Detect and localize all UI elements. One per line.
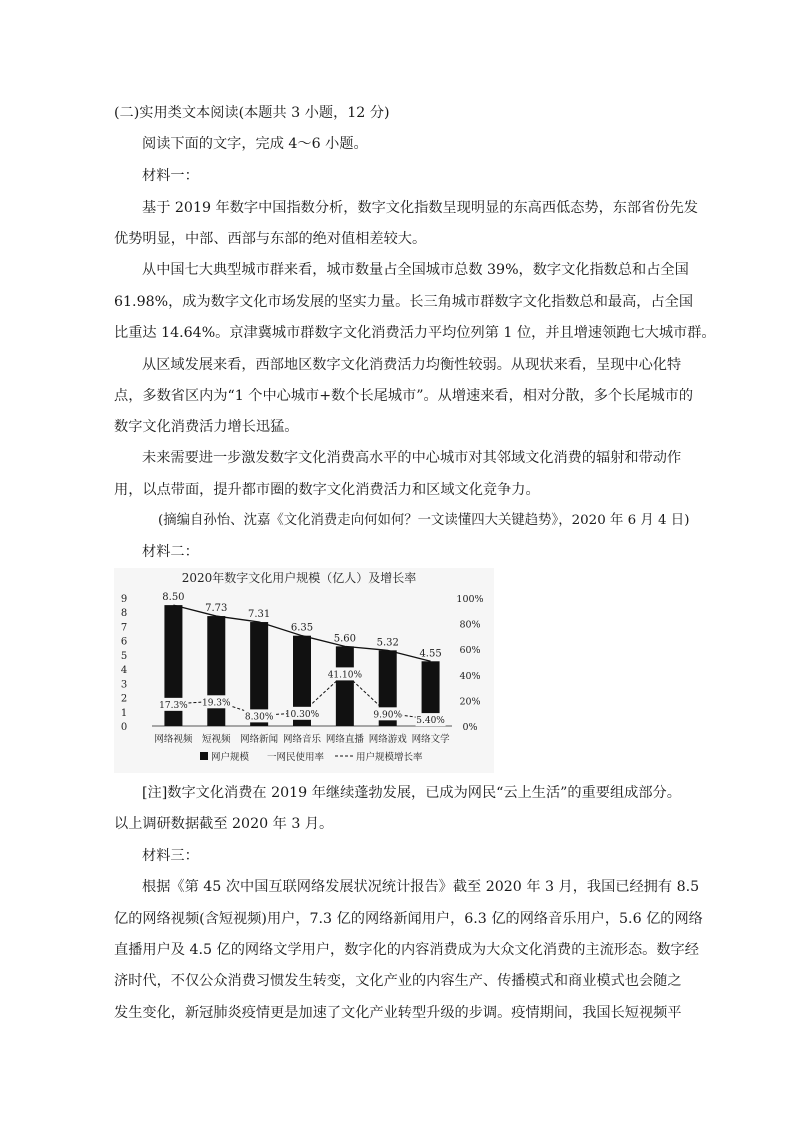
chart-title: 2020年数字文化用户规模（亿人）及增长率 <box>181 571 417 585</box>
x-category-label: 短视频 <box>202 734 231 745</box>
y-left-tick-label: 2 <box>120 693 128 705</box>
chart-svg <box>114 568 494 773</box>
y-left-tick-label: 5 <box>120 650 128 662</box>
x-category-label: 网络音乐 <box>282 734 322 745</box>
x-category-label: 网络文学 <box>411 734 450 745</box>
material3-label: 材料三： <box>142 848 199 864</box>
m1-paragraph4-line1: 未来需要进一步激发数字文化消费高水平的中心城市对其邻域文化消费的辐射和带动作 <box>142 450 682 466</box>
m2-note-line1: [注]数字文化消费在 2019 年继续蓬勃发展，已成为网民“云上生活”的重要组成部分。 <box>142 785 681 801</box>
m3-paragraph1-line4: 济时代，不仅公众消费习惯发生转变，文化产业的内容生产、传播模式和商业模式也会随之 <box>114 973 682 989</box>
material2-label: 材料二： <box>142 544 199 560</box>
y-right-tick-label: 40% <box>459 670 481 682</box>
user-scale-chart <box>114 568 494 773</box>
material1-label: 材料一： <box>142 168 199 184</box>
growth-rate-label: 41.10% <box>327 670 363 681</box>
growth-rate-label: 5.40% <box>416 716 445 727</box>
y-left-tick-label: 8 <box>120 608 128 620</box>
growth-rate-label: 10.30% <box>284 709 320 720</box>
y-right-tick-label: 60% <box>459 645 481 657</box>
growth-rate-label: 19.3% <box>201 698 231 709</box>
y-left-tick-label: 7 <box>120 622 128 634</box>
y-left-tick-label: 9 <box>120 594 128 605</box>
y-right-tick-label: 0% <box>462 722 478 733</box>
y-right-tick-label: 100% <box>456 594 484 605</box>
growth-rate-label: 17.3% <box>159 700 188 711</box>
m1-paragraph1-line1: 基于 2019 年数字中国指数分析，数字文化指数呈现明显的东高西低态势，东部省份先发 <box>142 200 698 216</box>
y-right-tick-label: 80% <box>459 619 481 631</box>
bar-短视频 <box>207 616 225 726</box>
x-category-label: 网络新闻 <box>240 734 279 745</box>
legend-usage-label: 一网民使用率 <box>267 752 325 763</box>
legend-growth-label: 用户规模增长率 <box>356 752 423 763</box>
legend-bar-swatch <box>200 752 208 760</box>
bar-value-label: 6.35 <box>290 622 314 634</box>
m1-paragraph1-line2: 优势明显，中部、西部与东部的绝对值相差较大。 <box>114 231 427 247</box>
instruction: 阅读下面的文字，完成 4～6 小题。 <box>142 136 368 152</box>
m1-paragraph3-line3: 数字文化消费活力增长迅猛。 <box>114 419 299 435</box>
bar-value-label: 5.32 <box>376 637 399 649</box>
y-left-tick-label: 1 <box>120 707 128 719</box>
m1-paragraph3-line2: 点，多数省区内为“1 个中心城市+数个长尾城市”。从增速来看，相对分散，多个长尾城市的 <box>114 388 694 404</box>
x-category-label: 网络游戏 <box>368 734 407 745</box>
m1-paragraph2-line3: 比重达 14.64%。京津冀城市群数字文化消费活力平均位列第 1 位，并且增速领跑七大城市群。 <box>114 325 716 341</box>
bar-value-label: 7.31 <box>248 609 271 621</box>
bar-value-label: 5.60 <box>333 633 356 645</box>
growth-rate-label: 8.30% <box>244 712 274 723</box>
m1-source-citation: (摘编自孙怡、沈嘉《文化消费走向何如何？一文读懂四大关键趋势》，2020 年 6 月 4 日) <box>158 513 690 528</box>
m3-paragraph1-line5: 发生变化，新冠肺炎疫情更是加速了文化产业转型升级的步调。疫情期间，我国长短视频平 <box>114 1005 682 1021</box>
bar-value-label: 4.55 <box>419 648 442 660</box>
bar-value-label: 8.50 <box>162 592 185 604</box>
m3-paragraph1-line2: 亿的网络视频(含短视频)用户，7.3 亿的网络新闻用户，6.3 亿的网络音乐用户，5.6 亿的网络 <box>114 911 703 927</box>
x-category-label: 网络视频 <box>154 734 193 745</box>
y-left-tick-label: 4 <box>120 665 128 677</box>
m2-note-line2: 以上调研数据截至 2020 年 3 月。 <box>114 816 334 832</box>
m1-paragraph2-line1: 从中国七大典型城市群来看，城市数量占全国城市总数 39%，数字文化指数总和占全国 <box>142 262 689 278</box>
growth-rate-label: 9.90% <box>373 710 403 721</box>
y-left-tick-label: 0 <box>120 722 128 733</box>
y-left-tick-label: 6 <box>120 636 128 648</box>
y-left-tick-label: 3 <box>120 679 128 691</box>
section-heading: (二)实用类文本阅读(本题共 3 小题，12 分) <box>114 105 390 121</box>
m1-paragraph3-line1: 从区域发展来看，西部地区数字文化消费活力均衡性较弱。从现状来看，呈现中心化特 <box>142 357 682 373</box>
m1-paragraph2-line2: 61.98%，成为数字文化市场发展的坚实力量。长三角城市群数字文化指数总和最高，占全国 <box>114 294 694 310</box>
legend-bar-label: 网户规模 <box>211 752 250 763</box>
m3-paragraph1-line3: 直播用户及 4.5 亿的网络文学用户，数字化的内容消费成为大众文化消费的主流形态。数字经 <box>114 942 699 958</box>
y-right-tick-label: 20% <box>459 696 481 708</box>
bar-value-label: 7.73 <box>205 603 228 615</box>
m3-paragraph1-line1: 根据《第 45 次中国互联网络发展状况统计报告》截至 2020 年 3 月，我国已经拥有 8.5 <box>142 879 700 895</box>
x-category-label: 网络直播 <box>325 734 364 745</box>
bar-网络直播 <box>336 646 354 726</box>
m1-paragraph4-line2: 用，以点带面，提升都市圈的数字文化消费活力和区域文化竞争力。 <box>114 482 540 498</box>
